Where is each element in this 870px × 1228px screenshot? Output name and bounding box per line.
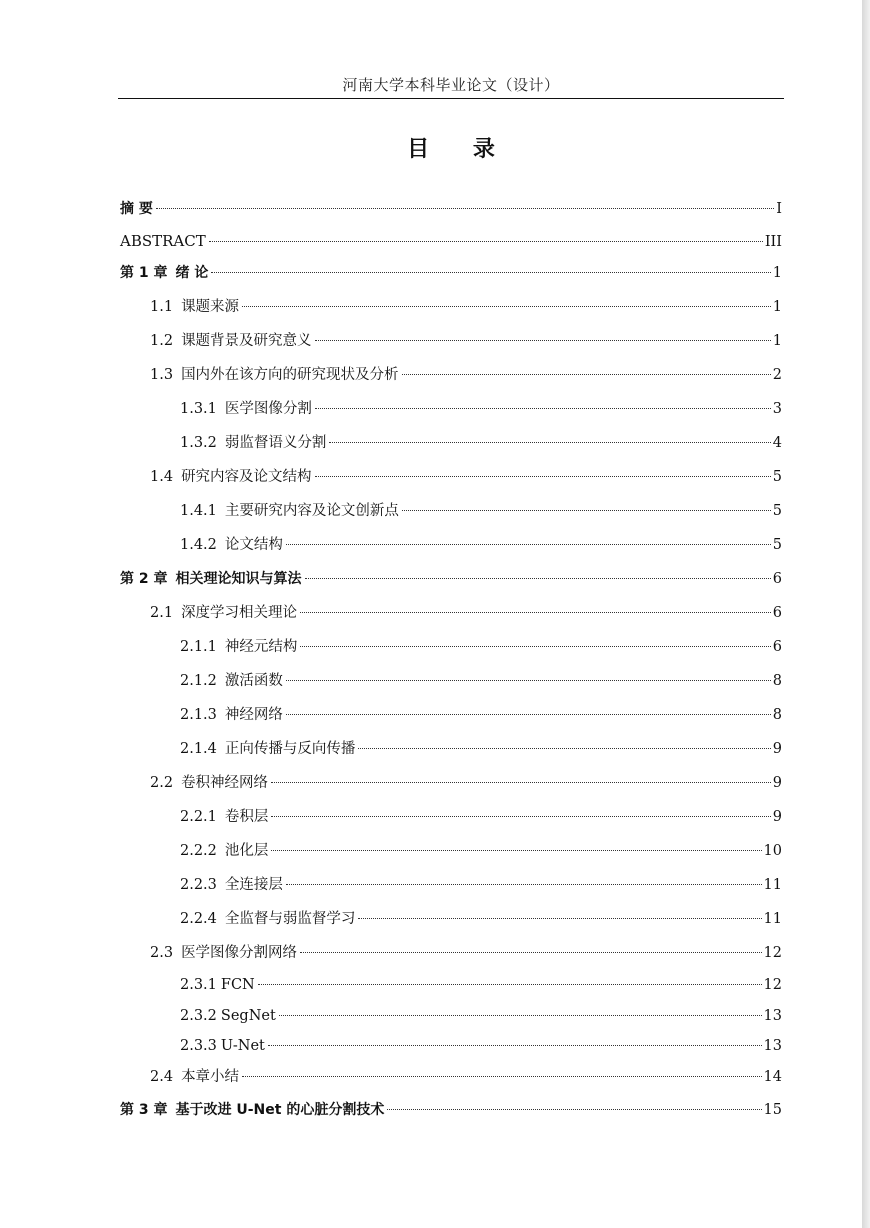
toc-entry-label: 池化层: [224, 843, 269, 859]
header-rule: [118, 98, 784, 99]
toc-entry-number: 2.2.3: [180, 877, 217, 893]
toc-entry-page: 10: [763, 843, 782, 859]
toc-entry-number: 2.2: [150, 775, 174, 791]
dot-leader: [271, 782, 771, 783]
toc-entry-page: 14: [763, 1069, 782, 1085]
toc-entry-1-4[interactable]: [150, 466, 782, 488]
toc-entry-2-1-1[interactable]: [180, 636, 782, 658]
toc-entry-label: 基于改进 U-Net 的心脏分割技术: [175, 1102, 385, 1118]
toc-entry-page: 12: [763, 945, 782, 961]
toc-entry-page: 5: [772, 503, 782, 519]
toc-entry-number: 第 1 章: [120, 265, 168, 281]
toc-entry-chapter-3[interactable]: [120, 1099, 782, 1121]
toc-entry-label: 神经元结构: [224, 639, 298, 655]
toc-entry-page: 5: [772, 469, 782, 485]
toc-entry-page: 4: [772, 435, 782, 451]
dot-leader: [387, 1109, 761, 1110]
dot-leader: [286, 544, 771, 545]
toc-entry-number: 2.3.2: [180, 1008, 217, 1024]
toc-entry-label: 神经网络: [224, 707, 283, 723]
dot-leader: [315, 408, 771, 409]
toc-entry-label: 卷积神经网络: [181, 775, 269, 791]
toc-entry-page: 9: [772, 809, 782, 825]
toc-entry-2-2-2[interactable]: [180, 840, 782, 862]
toc-entry-page: 13: [763, 1008, 782, 1024]
toc-entry-page: 5: [772, 537, 782, 553]
dot-leader: [268, 1045, 762, 1046]
toc-entry-number: 2.1.1: [180, 639, 217, 655]
toc-entry-label: 卷积层: [224, 809, 269, 825]
toc-entry-label: 绪 论: [175, 265, 209, 281]
toc-entry-label: 弱监督语义分割: [224, 435, 327, 451]
dot-leader: [402, 374, 771, 375]
toc-entry-page: 15: [763, 1102, 782, 1118]
toc-entry-label: 全连接层: [224, 877, 283, 893]
dot-leader: [286, 680, 771, 681]
toc-entry-2-1-2[interactable]: [180, 670, 782, 692]
dot-leader: [242, 306, 771, 307]
toc-entry-2-1[interactable]: [150, 602, 782, 624]
toc-entry-number: 1.3: [150, 367, 174, 383]
toc-entry-label: 课题来源: [181, 299, 240, 315]
toc-entry-page: 13: [763, 1038, 782, 1054]
toc-entry-label: U-Net: [220, 1038, 265, 1054]
toc-entry-label: 医学图像分割: [224, 401, 312, 417]
dot-leader: [300, 612, 771, 613]
toc-entry-number: 1.4: [150, 469, 174, 485]
toc-entry-number: 2.4: [150, 1069, 174, 1085]
toc-entry-chapter-2[interactable]: [120, 568, 782, 590]
toc-entry-number: 2.1.4: [180, 741, 217, 757]
toc-entry-page: 9: [772, 775, 782, 791]
dot-leader: [300, 952, 761, 953]
toc-entry-number: 1.3.2: [180, 435, 217, 451]
toc-entry-number: 2.2.4: [180, 911, 217, 927]
toc-entry-1-2[interactable]: [150, 330, 782, 352]
page-edge-shadow: [862, 0, 870, 1228]
dot-leader: [402, 510, 771, 511]
dot-leader: [305, 578, 771, 579]
dot-leader: [242, 1076, 761, 1077]
toc-entry-page: 11: [763, 911, 782, 927]
toc-entry-label: 论文结构: [224, 537, 283, 553]
running-header: 河南大学本科毕业论文（设计）: [342, 76, 560, 94]
dot-leader: [209, 241, 763, 242]
toc-entry-label: 相关理论知识与算法: [175, 571, 302, 587]
toc-entry-2-2[interactable]: [150, 772, 782, 794]
dot-leader: [358, 748, 770, 749]
dot-leader: [271, 816, 770, 817]
toc-entry-2-3-2[interactable]: [180, 1005, 782, 1027]
toc-entry-number: 第 3 章: [120, 1102, 168, 1118]
toc-entry-1-3[interactable]: [150, 364, 782, 386]
toc-entry-label: 正向传播与反向传播: [224, 741, 356, 757]
toc-entry-number: 1.3.1: [180, 401, 217, 417]
toc-entry-page: 1: [772, 333, 782, 349]
toc-entry-2-2-3[interactable]: [180, 874, 782, 896]
dot-leader: [358, 918, 761, 919]
toc-entry-page: 3: [772, 401, 782, 417]
toc-entry-label: 国内外在该方向的研究现状及分析: [181, 367, 399, 383]
toc-entry-1-3-1[interactable]: [180, 398, 782, 420]
toc-entry-label: 课题背景及研究意义: [181, 333, 312, 349]
toc-entry-page: 6: [772, 571, 782, 587]
toc-entry-label: 研究内容及论文结构: [181, 469, 312, 485]
dot-leader: [271, 850, 761, 851]
toc-entry-page: 6: [772, 639, 782, 655]
toc-title: 目 录: [407, 137, 513, 162]
toc-entry-2-1-4[interactable]: [180, 738, 782, 760]
toc-entry-number: 2.1.3: [180, 707, 217, 723]
toc-entry-number: 2.2.1: [180, 809, 217, 825]
toc-entry-1-3-2[interactable]: [180, 432, 782, 454]
dot-leader: [286, 884, 762, 885]
dot-leader: [286, 714, 771, 715]
toc-entry-number: 1.4.2: [180, 537, 217, 553]
toc-entry-2-2-4[interactable]: [180, 908, 782, 930]
toc-entry-number: 2.3.1: [180, 977, 217, 993]
toc-entry-number: 1.2: [150, 333, 174, 349]
toc-entry-2-3[interactable]: [150, 942, 782, 964]
toc-entry-label: 医学图像分割网络: [181, 945, 298, 961]
toc-entry-label: 摘 要: [120, 201, 153, 217]
toc-entry-number: 2.3.3: [180, 1038, 217, 1054]
toc-entry-page: 11: [763, 877, 782, 893]
toc-entry-page: 8: [772, 707, 782, 723]
toc-entry-1-4-1[interactable]: [180, 500, 782, 522]
toc-entry-page: 8: [772, 673, 782, 689]
dot-leader: [258, 984, 762, 985]
toc-entry-number: 1.1: [150, 299, 174, 315]
dot-leader: [156, 208, 774, 209]
toc-entry-label: FCN: [220, 977, 255, 993]
toc-entry-page: 12: [763, 977, 782, 993]
dot-leader: [315, 476, 771, 477]
toc-entry-2-3-1[interactable]: [180, 974, 782, 996]
toc-entry-label: ABSTRACT: [120, 232, 206, 250]
toc-entry-page: 6: [772, 605, 782, 621]
toc-entry-chapter-1[interactable]: [120, 262, 782, 284]
dot-leader: [300, 646, 770, 647]
toc-entry-number: 2.2.2: [180, 843, 217, 859]
dot-leader: [279, 1015, 762, 1016]
dot-leader: [315, 340, 771, 341]
toc-entry-2-2-1[interactable]: [180, 806, 782, 828]
toc-entry-page: 1: [772, 299, 782, 315]
toc-entry-2-4[interactable]: [150, 1066, 782, 1088]
toc-entry-1-4-2[interactable]: [180, 534, 782, 556]
toc-entry-page: 9: [772, 741, 782, 757]
toc-entry-number: 1.4.1: [180, 503, 217, 519]
toc-entry-abstract-en[interactable]: [120, 230, 782, 252]
toc-entry-page: 1: [772, 265, 782, 281]
toc-entry-2-3-3[interactable]: [180, 1035, 782, 1057]
toc-entry-label: 激活函数: [224, 673, 283, 689]
toc-entry-label: 本章小结: [181, 1069, 240, 1085]
toc-entry-abstract-cn[interactable]: [120, 198, 782, 220]
toc-entry-label: 主要研究内容及论文创新点: [224, 503, 399, 519]
toc-entry-number: 2.1: [150, 605, 174, 621]
toc-entry-2-1-3[interactable]: [180, 704, 782, 726]
toc-entry-label: 全监督与弱监督学习: [224, 911, 356, 927]
toc-entry-number: 2.1.2: [180, 673, 217, 689]
toc-entry-page: 2: [772, 367, 782, 383]
toc-entry-label: 深度学习相关理论: [181, 605, 298, 621]
toc-entry-label: SegNet: [220, 1008, 276, 1024]
toc-entry-1-1[interactable]: [150, 296, 782, 318]
dot-leader: [211, 272, 770, 273]
toc-entry-page: III: [764, 234, 782, 250]
toc-entry-number: 第 2 章: [120, 571, 168, 587]
toc-entry-page: I: [776, 201, 782, 217]
dot-leader: [329, 442, 770, 443]
toc-entry-number: 2.3: [150, 945, 174, 961]
